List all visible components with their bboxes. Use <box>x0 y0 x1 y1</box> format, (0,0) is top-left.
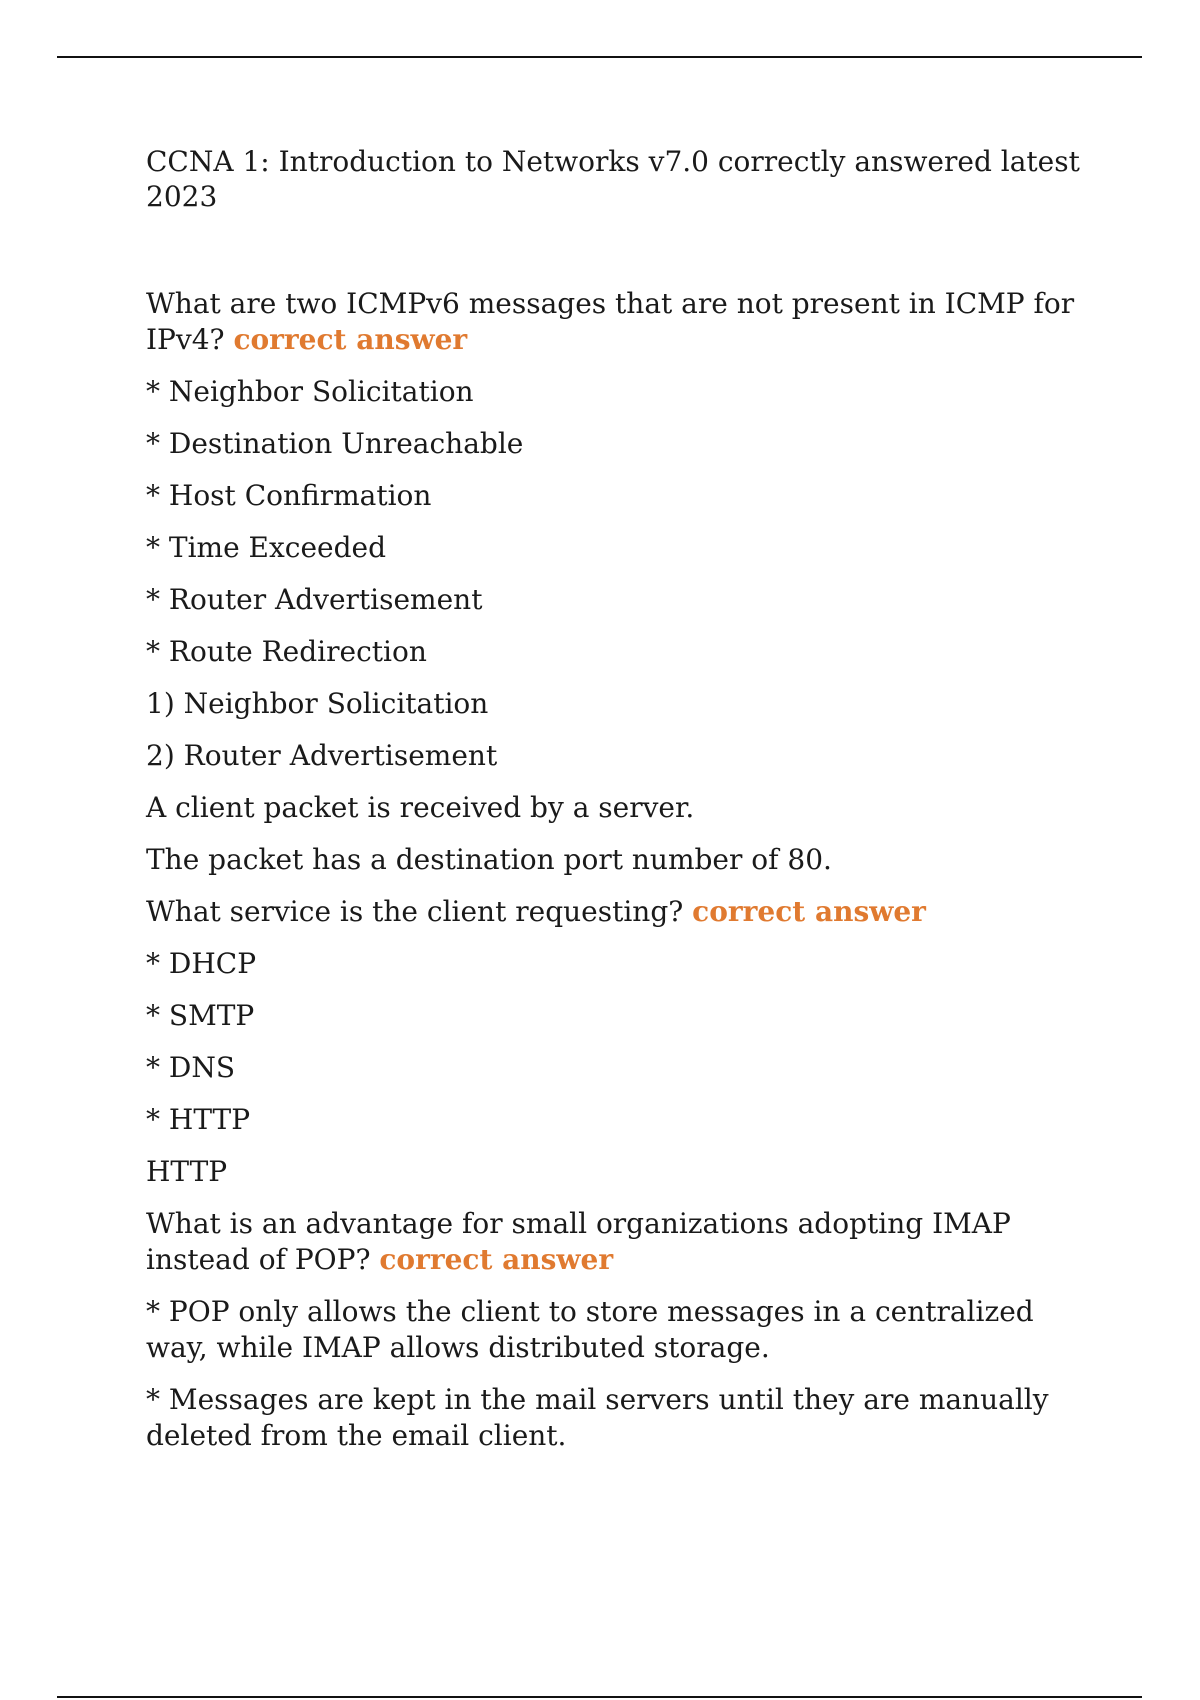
line-text: * DHCP <box>146 947 257 980</box>
line-text: * Route Redirection <box>146 635 427 668</box>
line-text: * POP only allows the client to store messages in a centralized way, while IMAP allows distributed storage. <box>146 1295 1034 1364</box>
line-text: What are two ICMPv6 messages that are not present in ICMP for IPv4? <box>146 287 1075 356</box>
answer-line <box>146 478 1096 514</box>
line-text: * Neighbor Solicitation <box>146 375 474 408</box>
answer-line <box>146 1154 1096 1190</box>
line-text: * SMTP <box>146 999 255 1032</box>
line-text: HTTP <box>146 1155 228 1188</box>
line-text: * Router Advertisement <box>146 583 483 616</box>
line-text: * Messages are kept in the mail servers until they are manually deleted from the email client. <box>146 1383 1049 1452</box>
answer-line <box>146 738 1096 774</box>
answer-line <box>146 842 1096 878</box>
line-text: 2) Router Advertisement <box>146 739 498 772</box>
answer-line <box>146 1050 1096 1086</box>
answer-line <box>146 790 1096 826</box>
answer-line <box>146 1294 1096 1366</box>
header-rule <box>57 56 1142 58</box>
question-line <box>146 286 1096 358</box>
line-text: * HTTP <box>146 1103 251 1136</box>
document-body <box>146 144 1096 1470</box>
question-line <box>146 1206 1096 1278</box>
line-text: The packet has a destination port number of 80. <box>146 843 832 876</box>
answer-line <box>146 426 1096 462</box>
line-text: * Time Exceeded <box>146 531 387 564</box>
line-text: 1) Neighbor Solicitation <box>146 687 489 720</box>
footer-rule <box>57 1696 1142 1698</box>
correct-answer-label: correct answer <box>692 895 926 928</box>
answer-line <box>146 1102 1096 1138</box>
document-title: CCNA 1: Introduction to Networks v7.0 correctly answered latest 2023 <box>146 145 1080 213</box>
answer-line <box>146 998 1096 1034</box>
line-text: * Destination Unreachable <box>146 427 524 460</box>
question-list <box>146 286 1096 1454</box>
answer-line <box>146 946 1096 982</box>
answer-line <box>146 582 1096 618</box>
line-text: * Host Confirmation <box>146 479 432 512</box>
line-text: A client packet is received by a server. <box>146 791 695 824</box>
answer-line <box>146 686 1096 722</box>
question-line <box>146 894 1096 930</box>
answer-line <box>146 1382 1096 1454</box>
line-text: * DNS <box>146 1051 236 1084</box>
answer-line <box>146 530 1096 566</box>
correct-answer-label: correct answer <box>233 323 468 356</box>
correct-answer-label: correct answer <box>379 1243 614 1276</box>
line-text: What is an advantage for small organizations adopting IMAP instead of POP? <box>146 1207 1011 1276</box>
answer-line <box>146 634 1096 670</box>
line-text: What service is the client requesting? <box>146 895 684 928</box>
answer-line <box>146 374 1096 410</box>
